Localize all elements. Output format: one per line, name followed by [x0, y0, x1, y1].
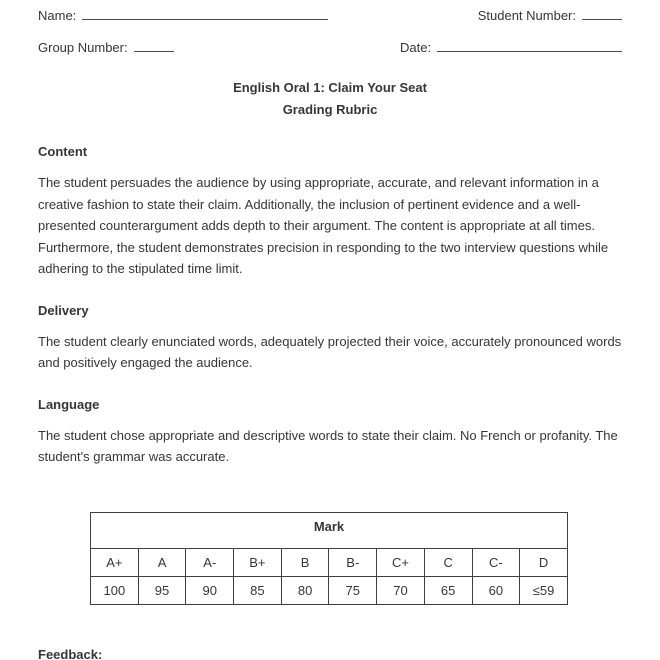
mark-table-grades-row: [91, 548, 568, 576]
language-section-heading: Language: [38, 396, 100, 412]
value-cell: 60: [472, 576, 520, 604]
grade-cell: C: [424, 548, 472, 576]
mark-table-header-row: [91, 512, 568, 548]
date-blank-line: [437, 40, 622, 52]
document-title-block: [38, 77, 622, 121]
grade-cell: D: [520, 548, 568, 576]
content-section-heading: Content: [38, 144, 88, 159]
mark-table-values-row: [91, 576, 568, 604]
delivery-section-body: The student clearly enunciated words, adequately projected their voice, accurately pronounced words and positively engaged the audience.: [38, 333, 622, 370]
value-cell: 75: [329, 576, 377, 604]
document-subtitle: Grading Rubric: [282, 102, 378, 117]
language-section-body: The student chose appropriate and descriptive words to state their claim. No French or profanity. The student's grammar was accurate.: [38, 427, 618, 464]
feedback-heading: Feedback:: [38, 646, 103, 660]
grade-cell: A-: [186, 548, 234, 576]
grade-cell: C-: [472, 548, 520, 576]
student-number-label: Student Number:: [477, 8, 576, 23]
content-section-body: The student persuades the audience by using appropriate, accurate, and relevant information in a creative fashion to state their claim. Additionally, the inclusion of pertinent evidence and a well-presented counterargument adds depth to their argument. The content is appropriate at all times. Furthermore, the student demonstrates precision in responding to the two interview questions while adhering to the stipulated time limit.: [38, 175, 609, 276]
grade-cell: A: [138, 548, 186, 576]
group-number-label: Group Number:: [38, 40, 128, 55]
group-number-blank-line: [134, 40, 174, 52]
document-title: English Oral 1: Claim Your Seat: [233, 80, 427, 95]
value-cell: ≤59: [520, 576, 568, 604]
value-cell: 100: [91, 576, 139, 604]
header-row-1: [38, 8, 622, 23]
group-number-field: [38, 40, 174, 55]
name-blank-line: [82, 8, 328, 20]
grade-cell: C+: [377, 548, 425, 576]
value-cell: 95: [138, 576, 186, 604]
student-number-field: [478, 8, 622, 23]
grade-cell: B-: [329, 548, 377, 576]
value-cell: 90: [186, 576, 234, 604]
grade-cell: B+: [234, 548, 282, 576]
date-field: [400, 40, 622, 55]
mark-table-title: Mark: [91, 512, 568, 548]
student-number-blank-line: [582, 8, 622, 20]
date-label: Date:: [400, 40, 432, 55]
name-label: Name:: [38, 8, 77, 23]
name-field: [38, 8, 328, 23]
value-cell: 65: [424, 576, 472, 604]
mark-table: [90, 512, 568, 605]
grade-cell: A+: [91, 548, 139, 576]
header-row-2: [38, 40, 622, 55]
value-cell: 80: [281, 576, 329, 604]
delivery-section-heading: Delivery: [38, 302, 89, 318]
grade-cell: B: [281, 548, 329, 576]
value-cell: 70: [377, 576, 425, 604]
value-cell: 85: [234, 576, 282, 604]
